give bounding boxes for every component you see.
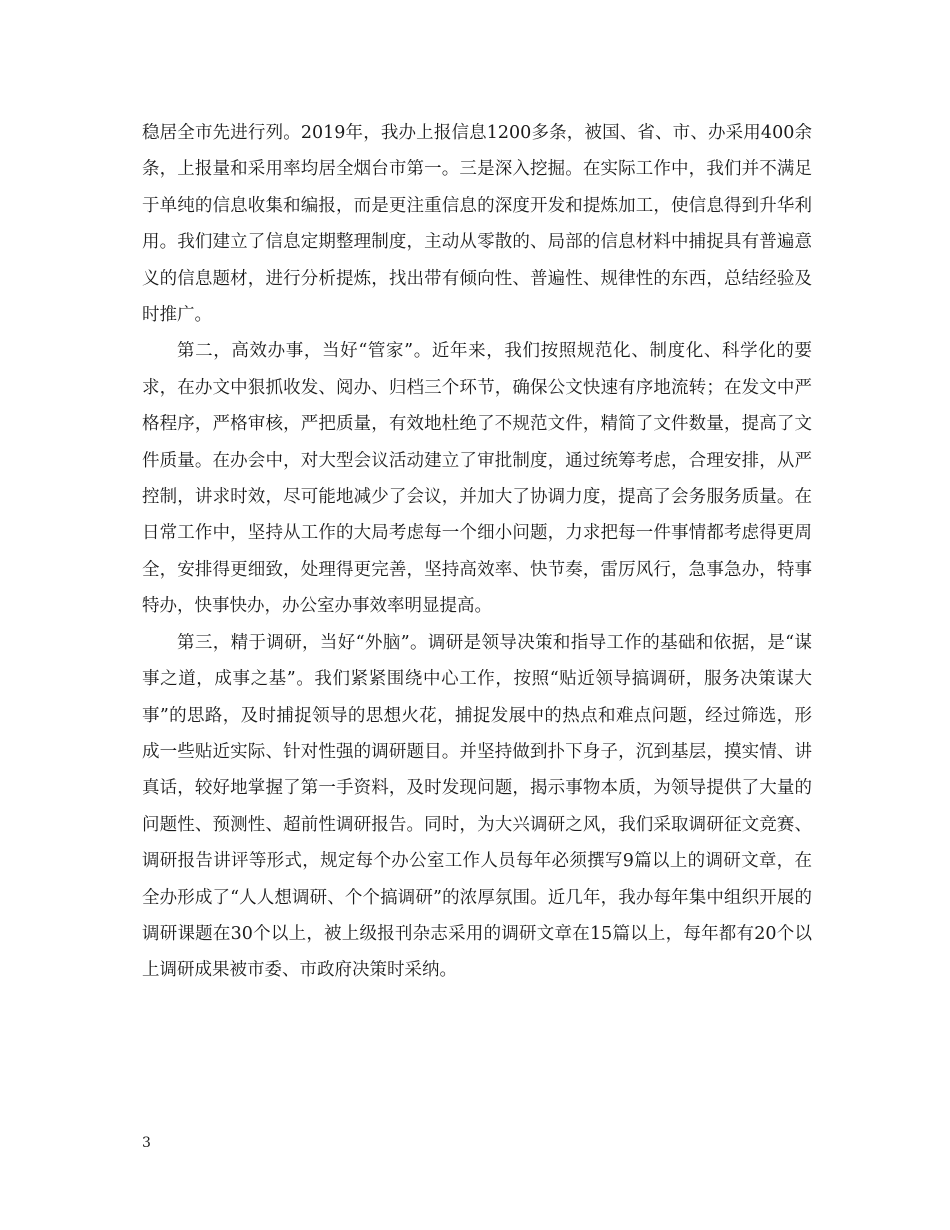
paragraph-1: 稳居全市先进行列。2019年，我办上报信息1200多条，被国、省、市、办采用400余条，上报量和采用率均居全烟台市第一。三是深入挖掘。在实际工作中，我们并不满足于单纯的信息收集和编报，而是更注重信息的深度开发和提炼加工，使信息得到升华利用。我们建立了信息定期整理制度，主动从零散的、局部的信息材料中捕捉具有普遍意义的信息题材，进行分析提炼，找出带有倾向性、普遍性、规律性的东西，总结经验及时推广。 xyxy=(142,123,812,326)
paragraph-3: 第三，精于调研，当好“外脑”。调研是领导决策和指导工作的基础和依据，是“谋事之道，成事之基”。我们紧紧围绕中心工作，按照“贴近领导搞调研，服务决策谋大事”的思路，及时捕捉领导的思想火花，捕捉发展中的热点和难点问题，经过筛选，形成一些贴近实际、针对性强的调研题目。并坚持做到扑下身子，沉到基层，摸实情、讲真话，较好地掌握了第一手资料，及时发现问题，揭示事物本质，为领导提供了大量的问题性、预测性、超前性调研报告。同时，为大兴调研之风，我们采取调研征文竞赛、调研报告讲评等形式，规定每个办公室工作人员每年必须撰写9篇以上的调研文章，在全办形成了“人人想调研、个个搞调研”的浓厚氛围。近几年，我办每年集中组织开展的调研课题在30个以上，被上级报刊杂志采用的调研文章在15篇以上，每年都有20个以上调研成果被市委、市政府决策时采纳。 xyxy=(142,632,812,981)
document-body xyxy=(142,115,812,989)
paragraph-2: 第二，高效办事，当好“管家”。近年来，我们按照规范化、制度化、科学化的要求，在办文中狠抓收发、阅办、归档三个环节，确保公文快速有序地流转；在发文中严格程序，严格审核，严把质量，有效地杜绝了不规范文件，精简了文件数量，提高了文件质量。在办会中，对大型会议活动建立了审批制度，通过统筹考虑，合理安排，从严控制，讲求时效，尽可能地减少了会议，并加大了协调力度，提高了会务服务质量。在日常工作中，坚持从工作的大局考虑每一个细小问题，力求把每一件事情都考虑得更周全，安排得更细致，处理得更完善，坚持高效率、快节奏，雷厉风行，急事急办，特事特办，快事快办，办公室办事效率明显提高。 xyxy=(142,341,812,617)
page-number: 3 xyxy=(142,1135,151,1151)
